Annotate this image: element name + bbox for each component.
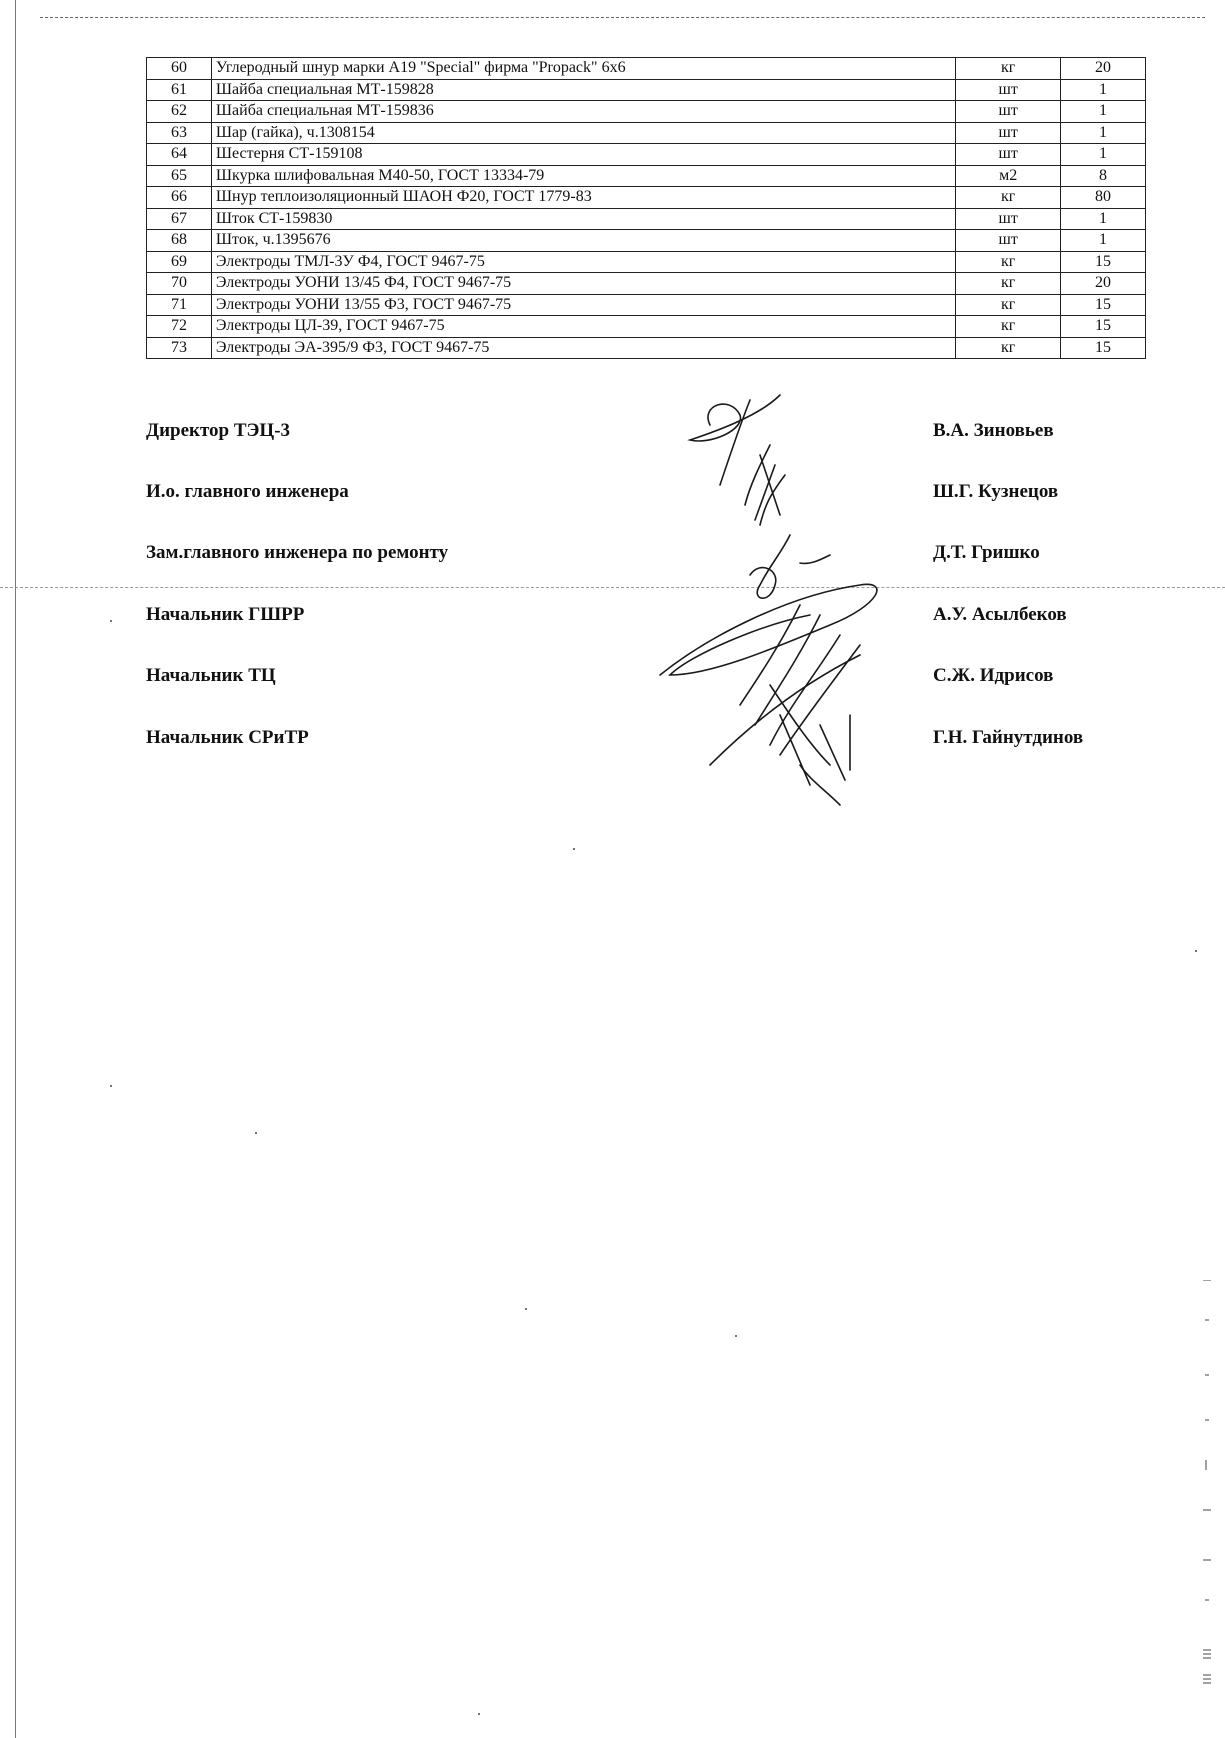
table-row (147, 101, 1146, 123)
signatory-name: С.Ж. Идрисов (933, 665, 1054, 686)
item-quantity: 1 (1061, 144, 1146, 166)
table-row (147, 273, 1146, 295)
row-number: 64 (147, 144, 212, 166)
scan-speck (525, 1308, 527, 1310)
item-name: Электроды ЭА-395/9 Ф3, ГОСТ 9467-75 (211, 337, 955, 359)
scan-speck (735, 1335, 737, 1337)
scan-speck (1195, 950, 1197, 952)
table-row (147, 208, 1146, 230)
item-unit: кг (956, 273, 1061, 295)
item-unit: шт (956, 101, 1061, 123)
row-number: 61 (147, 79, 212, 101)
item-unit: шт (956, 144, 1061, 166)
signatory-title: Начальник СРиТР (146, 727, 309, 748)
item-unit: кг (956, 316, 1061, 338)
table-row (147, 58, 1146, 80)
item-quantity: 15 (1061, 337, 1146, 359)
table-row (147, 316, 1146, 338)
scan-dash-line-top (40, 17, 1205, 18)
row-number: 62 (147, 101, 212, 123)
row-number: 63 (147, 122, 212, 144)
signatory-title: Начальник ТЦ (146, 665, 276, 686)
scan-dash-line-middle (0, 587, 1225, 588)
item-quantity: 15 (1061, 294, 1146, 316)
signatory-title: Начальник ГШРР (146, 604, 305, 625)
row-number: 60 (147, 58, 212, 80)
items-table (146, 57, 1146, 359)
table-row (147, 144, 1146, 166)
item-quantity: 20 (1061, 273, 1146, 295)
scan-speck (573, 848, 575, 850)
item-quantity: 1 (1061, 230, 1146, 252)
table-row (147, 187, 1146, 209)
item-quantity: 80 (1061, 187, 1146, 209)
table-row (147, 230, 1146, 252)
signatory-name: Ш.Г. Кузнецов (933, 481, 1059, 502)
signatory-name: В.А. Зиновьев (933, 420, 1054, 441)
signatory-name: Г.Н. Гайнутдинов (933, 727, 1084, 748)
table-row (147, 337, 1146, 359)
scan-speck (110, 1085, 112, 1087)
item-quantity: 20 (1061, 58, 1146, 80)
table-row (147, 251, 1146, 273)
item-name: Шнур теплоизоляционный ШАОН Ф20, ГОСТ 1779-83 (211, 187, 955, 209)
row-number: 70 (147, 273, 212, 295)
scan-left-edge (15, 0, 16, 1738)
row-number: 73 (147, 337, 212, 359)
item-name: Шток, ч.1395676 (211, 230, 955, 252)
item-quantity: 1 (1061, 122, 1146, 144)
item-quantity: 1 (1061, 79, 1146, 101)
signatory-name: А.У. Асылбеков (933, 604, 1067, 625)
signatory-title: И.о. главного инженера (146, 481, 349, 502)
scan-speck (110, 620, 112, 622)
item-name: Шар (гайка), ч.1308154 (211, 122, 955, 144)
item-unit: кг (956, 294, 1061, 316)
item-name: Электроды УОНИ 13/55 Ф3, ГОСТ 9467-75 (211, 294, 955, 316)
item-name: Шток СТ-159830 (211, 208, 955, 230)
scan-edge-marks (1197, 1280, 1217, 1700)
row-number: 71 (147, 294, 212, 316)
scan-speck (255, 1132, 257, 1134)
row-number: 65 (147, 165, 212, 187)
item-quantity: 8 (1061, 165, 1146, 187)
signatory-title: Директор ТЭЦ-3 (146, 420, 291, 441)
item-quantity: 1 (1061, 208, 1146, 230)
item-unit: шт (956, 79, 1061, 101)
item-name: Электроды УОНИ 13/45 Ф4, ГОСТ 9467-75 (211, 273, 955, 295)
item-unit: м2 (956, 165, 1061, 187)
scan-speck (478, 1713, 480, 1715)
item-quantity: 15 (1061, 316, 1146, 338)
item-unit: шт (956, 208, 1061, 230)
item-name: Шестерня СТ-159108 (211, 144, 955, 166)
table-row (147, 122, 1146, 144)
signatory-title: Зам.главного инженера по ремонту (146, 542, 449, 563)
item-unit: кг (956, 251, 1061, 273)
table-row (147, 294, 1146, 316)
items-table-body (147, 58, 1146, 359)
row-number: 68 (147, 230, 212, 252)
row-number: 66 (147, 187, 212, 209)
item-name: Шайба специальная МТ-159828 (211, 79, 955, 101)
item-unit: кг (956, 58, 1061, 80)
handwritten-signatures (650, 385, 970, 815)
item-name: Электроды ТМЛ-3У Ф4, ГОСТ 9467-75 (211, 251, 955, 273)
item-name: Шайба специальная МТ-159836 (211, 101, 955, 123)
item-name: Электроды ЦЛ-39, ГОСТ 9467-75 (211, 316, 955, 338)
item-name: Шкурка шлифовальная М40-50, ГОСТ 13334-79 (211, 165, 955, 187)
table-row (147, 165, 1146, 187)
row-number: 69 (147, 251, 212, 273)
item-unit: шт (956, 230, 1061, 252)
row-number: 72 (147, 316, 212, 338)
item-quantity: 1 (1061, 101, 1146, 123)
signatory-name: Д.Т. Гришко (933, 542, 1040, 563)
item-unit: кг (956, 337, 1061, 359)
item-quantity: 15 (1061, 251, 1146, 273)
table-row (147, 79, 1146, 101)
item-name: Углеродный шнур марки А19 "Special" фирма "Propack" 6х6 (211, 58, 955, 80)
item-unit: шт (956, 122, 1061, 144)
item-unit: кг (956, 187, 1061, 209)
row-number: 67 (147, 208, 212, 230)
